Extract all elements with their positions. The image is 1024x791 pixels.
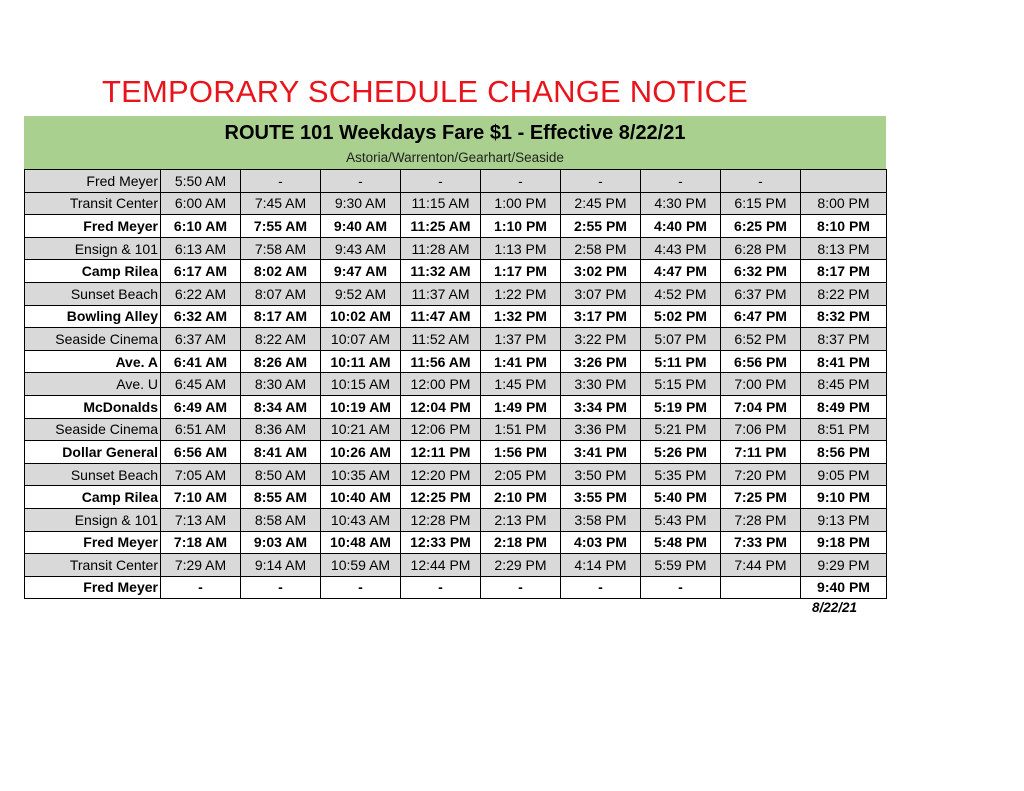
time-cell: 7:55 AM	[241, 215, 321, 238]
time-cell: 12:11 PM	[401, 441, 481, 464]
time-cell: 4:03 PM	[561, 531, 641, 554]
table-row	[25, 531, 887, 554]
time-cell: 4:43 PM	[641, 237, 721, 260]
time-cell: -	[161, 576, 241, 599]
time-cell: 1:17 PM	[481, 260, 561, 283]
time-cell: 3:50 PM	[561, 463, 641, 486]
table-row	[25, 305, 887, 328]
time-cell: 6:49 AM	[161, 395, 241, 418]
time-cell: 4:52 PM	[641, 282, 721, 305]
time-cell: 1:37 PM	[481, 328, 561, 351]
time-cell: -	[401, 576, 481, 599]
time-cell: 3:07 PM	[561, 282, 641, 305]
time-cell: 2:29 PM	[481, 554, 561, 577]
table-row	[25, 441, 887, 464]
time-cell: 8:22 PM	[801, 282, 887, 305]
time-cell: 3:02 PM	[561, 260, 641, 283]
time-cell: -	[401, 170, 481, 193]
time-cell: 6:37 PM	[721, 282, 801, 305]
time-cell: -	[321, 170, 401, 193]
time-cell: 6:28 PM	[721, 237, 801, 260]
time-cell: 3:36 PM	[561, 418, 641, 441]
time-cell: 6:15 PM	[721, 192, 801, 215]
time-cell: -	[321, 576, 401, 599]
time-cell: 9:43 AM	[321, 237, 401, 260]
time-cell: 1:51 PM	[481, 418, 561, 441]
table-row	[25, 554, 887, 577]
stop-name: Sunset Beach	[25, 282, 161, 305]
time-cell: 7:45 AM	[241, 192, 321, 215]
table-row	[25, 576, 887, 599]
time-cell: 7:10 AM	[161, 486, 241, 509]
time-cell: 11:37 AM	[401, 282, 481, 305]
time-cell: 9:30 AM	[321, 192, 401, 215]
time-cell: 5:19 PM	[641, 395, 721, 418]
time-cell: 10:35 AM	[321, 463, 401, 486]
time-cell: 8:55 AM	[241, 486, 321, 509]
time-cell: 7:18 AM	[161, 531, 241, 554]
time-cell: 11:25 AM	[401, 215, 481, 238]
table-row	[25, 170, 887, 193]
time-cell: 10:59 AM	[321, 554, 401, 577]
time-cell: 11:28 AM	[401, 237, 481, 260]
time-cell: 1:00 PM	[481, 192, 561, 215]
table-row	[25, 237, 887, 260]
time-cell: 4:14 PM	[561, 554, 641, 577]
stop-name: Fred Meyer	[25, 531, 161, 554]
time-cell: 9:14 AM	[241, 554, 321, 577]
time-cell: 3:34 PM	[561, 395, 641, 418]
time-cell: 9:40 PM	[801, 576, 887, 599]
time-cell: 9:13 PM	[801, 508, 887, 531]
stop-name: Fred Meyer	[25, 170, 161, 193]
time-cell: 11:47 AM	[401, 305, 481, 328]
time-cell: 8:45 PM	[801, 373, 887, 396]
time-cell: 3:55 PM	[561, 486, 641, 509]
time-cell: 8:32 PM	[801, 305, 887, 328]
time-cell: 12:20 PM	[401, 463, 481, 486]
time-cell: -	[561, 170, 641, 193]
time-cell: -	[641, 170, 721, 193]
time-cell: 10:26 AM	[321, 441, 401, 464]
stop-name: Seaside Cinema	[25, 328, 161, 351]
time-cell: -	[721, 170, 801, 193]
time-cell: 6:32 AM	[161, 305, 241, 328]
time-cell: 8:26 AM	[241, 350, 321, 373]
footer-date: 8/22/21	[812, 600, 858, 615]
time-cell: 4:40 PM	[641, 215, 721, 238]
time-cell: 12:33 PM	[401, 531, 481, 554]
time-cell	[801, 170, 887, 193]
time-cell: 10:02 AM	[321, 305, 401, 328]
time-cell: 12:06 PM	[401, 418, 481, 441]
time-cell: 9:03 AM	[241, 531, 321, 554]
time-cell: 8:17 PM	[801, 260, 887, 283]
time-cell: 12:25 PM	[401, 486, 481, 509]
time-cell: 9:10 PM	[801, 486, 887, 509]
time-cell: 6:00 AM	[161, 192, 241, 215]
time-cell: 12:04 PM	[401, 395, 481, 418]
time-cell: 4:47 PM	[641, 260, 721, 283]
time-cell: 6:37 AM	[161, 328, 241, 351]
time-cell: 1:56 PM	[481, 441, 561, 464]
time-cell: 12:00 PM	[401, 373, 481, 396]
stop-name: Ensign & 101	[25, 237, 161, 260]
time-cell: 6:47 PM	[721, 305, 801, 328]
table-row	[25, 192, 887, 215]
time-cell: 7:33 PM	[721, 531, 801, 554]
table-row	[25, 215, 887, 238]
time-cell: 1:13 PM	[481, 237, 561, 260]
time-cell	[721, 576, 801, 599]
time-cell: 1:49 PM	[481, 395, 561, 418]
time-cell: 8:50 AM	[241, 463, 321, 486]
time-cell: 2:55 PM	[561, 215, 641, 238]
time-cell: 7:05 AM	[161, 463, 241, 486]
time-cell: 8:00 PM	[801, 192, 887, 215]
time-cell: 2:58 PM	[561, 237, 641, 260]
time-cell: 9:18 PM	[801, 531, 887, 554]
table-row	[25, 395, 887, 418]
time-cell: 5:15 PM	[641, 373, 721, 396]
time-cell: 5:26 PM	[641, 441, 721, 464]
time-cell: 2:10 PM	[481, 486, 561, 509]
time-cell: 6:41 AM	[161, 350, 241, 373]
stop-name: Fred Meyer	[25, 215, 161, 238]
time-cell: 6:56 AM	[161, 441, 241, 464]
table-row	[25, 260, 887, 283]
time-cell: 3:30 PM	[561, 373, 641, 396]
notice-title: TEMPORARY SCHEDULE CHANGE NOTICE	[102, 74, 749, 109]
time-cell: 6:10 AM	[161, 215, 241, 238]
timetable	[24, 169, 887, 599]
time-cell: 7:29 AM	[161, 554, 241, 577]
time-cell: 7:20 PM	[721, 463, 801, 486]
time-cell: 7:25 PM	[721, 486, 801, 509]
time-cell: 8:51 PM	[801, 418, 887, 441]
time-cell: 7:11 PM	[721, 441, 801, 464]
time-cell: 8:10 PM	[801, 215, 887, 238]
time-cell: 7:44 PM	[721, 554, 801, 577]
time-cell: 7:58 AM	[241, 237, 321, 260]
time-cell: 10:48 AM	[321, 531, 401, 554]
time-cell: -	[641, 576, 721, 599]
time-cell: 7:28 PM	[721, 508, 801, 531]
stop-name: Ave. U	[25, 373, 161, 396]
time-cell: 6:51 AM	[161, 418, 241, 441]
time-cell: 9:29 PM	[801, 554, 887, 577]
time-cell: 5:43 PM	[641, 508, 721, 531]
time-cell: 6:52 PM	[721, 328, 801, 351]
schedule-table	[24, 116, 886, 599]
time-cell: 5:59 PM	[641, 554, 721, 577]
time-cell: -	[241, 170, 321, 193]
time-cell: 8:07 AM	[241, 282, 321, 305]
time-cell: 8:41 AM	[241, 441, 321, 464]
table-row	[25, 463, 887, 486]
time-cell: 8:22 AM	[241, 328, 321, 351]
stop-name: Bowling Alley	[25, 305, 161, 328]
stop-name: Camp Rilea	[25, 260, 161, 283]
time-cell: 11:52 AM	[401, 328, 481, 351]
table-row	[25, 418, 887, 441]
time-cell: 3:17 PM	[561, 305, 641, 328]
time-cell: 11:32 AM	[401, 260, 481, 283]
time-cell: 8:02 AM	[241, 260, 321, 283]
table-row	[25, 350, 887, 373]
time-cell: 1:22 PM	[481, 282, 561, 305]
time-cell: 10:43 AM	[321, 508, 401, 531]
route-header	[24, 116, 886, 169]
time-cell: 5:50 AM	[161, 170, 241, 193]
time-cell: 1:45 PM	[481, 373, 561, 396]
time-cell: 6:13 AM	[161, 237, 241, 260]
time-cell: 7:06 PM	[721, 418, 801, 441]
time-cell: 2:45 PM	[561, 192, 641, 215]
time-cell: 3:41 PM	[561, 441, 641, 464]
stop-name: Ave. A	[25, 350, 161, 373]
time-cell: 7:13 AM	[161, 508, 241, 531]
table-row	[25, 508, 887, 531]
stop-name: Fred Meyer	[25, 576, 161, 599]
time-cell: 1:10 PM	[481, 215, 561, 238]
time-cell: 10:15 AM	[321, 373, 401, 396]
time-cell: 10:21 AM	[321, 418, 401, 441]
time-cell: 10:07 AM	[321, 328, 401, 351]
time-cell: 6:17 AM	[161, 260, 241, 283]
time-cell: 10:11 AM	[321, 350, 401, 373]
time-cell: -	[481, 576, 561, 599]
time-cell: 6:32 PM	[721, 260, 801, 283]
time-cell: 9:05 PM	[801, 463, 887, 486]
time-cell: -	[561, 576, 641, 599]
table-row	[25, 328, 887, 351]
time-cell: 4:30 PM	[641, 192, 721, 215]
time-cell: 9:47 AM	[321, 260, 401, 283]
time-cell: 6:45 AM	[161, 373, 241, 396]
time-cell: 5:40 PM	[641, 486, 721, 509]
time-cell: 8:58 AM	[241, 508, 321, 531]
time-cell: 8:13 PM	[801, 237, 887, 260]
stop-name: Transit Center	[25, 554, 161, 577]
time-cell: 8:56 PM	[801, 441, 887, 464]
time-cell: 2:05 PM	[481, 463, 561, 486]
time-cell: 3:22 PM	[561, 328, 641, 351]
time-cell: 5:02 PM	[641, 305, 721, 328]
time-cell: 8:37 PM	[801, 328, 887, 351]
time-cell: 6:56 PM	[721, 350, 801, 373]
time-cell: -	[481, 170, 561, 193]
table-row	[25, 373, 887, 396]
time-cell: 6:25 PM	[721, 215, 801, 238]
stop-name: Seaside Cinema	[25, 418, 161, 441]
time-cell: 8:17 AM	[241, 305, 321, 328]
stop-name: Dollar General	[25, 441, 161, 464]
time-cell: 7:04 PM	[721, 395, 801, 418]
time-cell: 6:22 AM	[161, 282, 241, 305]
time-cell: 11:56 AM	[401, 350, 481, 373]
time-cell: 1:32 PM	[481, 305, 561, 328]
time-cell: 3:26 PM	[561, 350, 641, 373]
route-title: ROUTE 101 Weekdays Fare $1 - Effective 8/22/21	[224, 122, 686, 144]
time-cell: 5:07 PM	[641, 328, 721, 351]
time-cell: 8:30 AM	[241, 373, 321, 396]
time-cell: 10:40 AM	[321, 486, 401, 509]
time-cell: 8:49 PM	[801, 395, 887, 418]
route-towns: Astoria/Warrenton/Gearhart/Seaside	[346, 150, 564, 165]
time-cell: 5:48 PM	[641, 531, 721, 554]
time-cell: 5:35 PM	[641, 463, 721, 486]
stop-name: Transit Center	[25, 192, 161, 215]
time-cell: 9:40 AM	[321, 215, 401, 238]
stop-name: Sunset Beach	[25, 463, 161, 486]
time-cell: 2:18 PM	[481, 531, 561, 554]
time-cell: 9:52 AM	[321, 282, 401, 305]
time-cell: 3:58 PM	[561, 508, 641, 531]
time-cell: 1:41 PM	[481, 350, 561, 373]
time-cell: 10:19 AM	[321, 395, 401, 418]
stop-name: Camp Rilea	[25, 486, 161, 509]
time-cell: -	[241, 576, 321, 599]
time-cell: 8:34 AM	[241, 395, 321, 418]
time-cell: 8:36 AM	[241, 418, 321, 441]
stop-name: McDonalds	[25, 395, 161, 418]
time-cell: 12:28 PM	[401, 508, 481, 531]
time-cell: 11:15 AM	[401, 192, 481, 215]
stop-name: Ensign & 101	[25, 508, 161, 531]
time-cell: 7:00 PM	[721, 373, 801, 396]
table-row	[25, 486, 887, 509]
table-row	[25, 282, 887, 305]
time-cell: 12:44 PM	[401, 554, 481, 577]
time-cell: 5:21 PM	[641, 418, 721, 441]
time-cell: 2:13 PM	[481, 508, 561, 531]
time-cell: 5:11 PM	[641, 350, 721, 373]
time-cell: 8:41 PM	[801, 350, 887, 373]
